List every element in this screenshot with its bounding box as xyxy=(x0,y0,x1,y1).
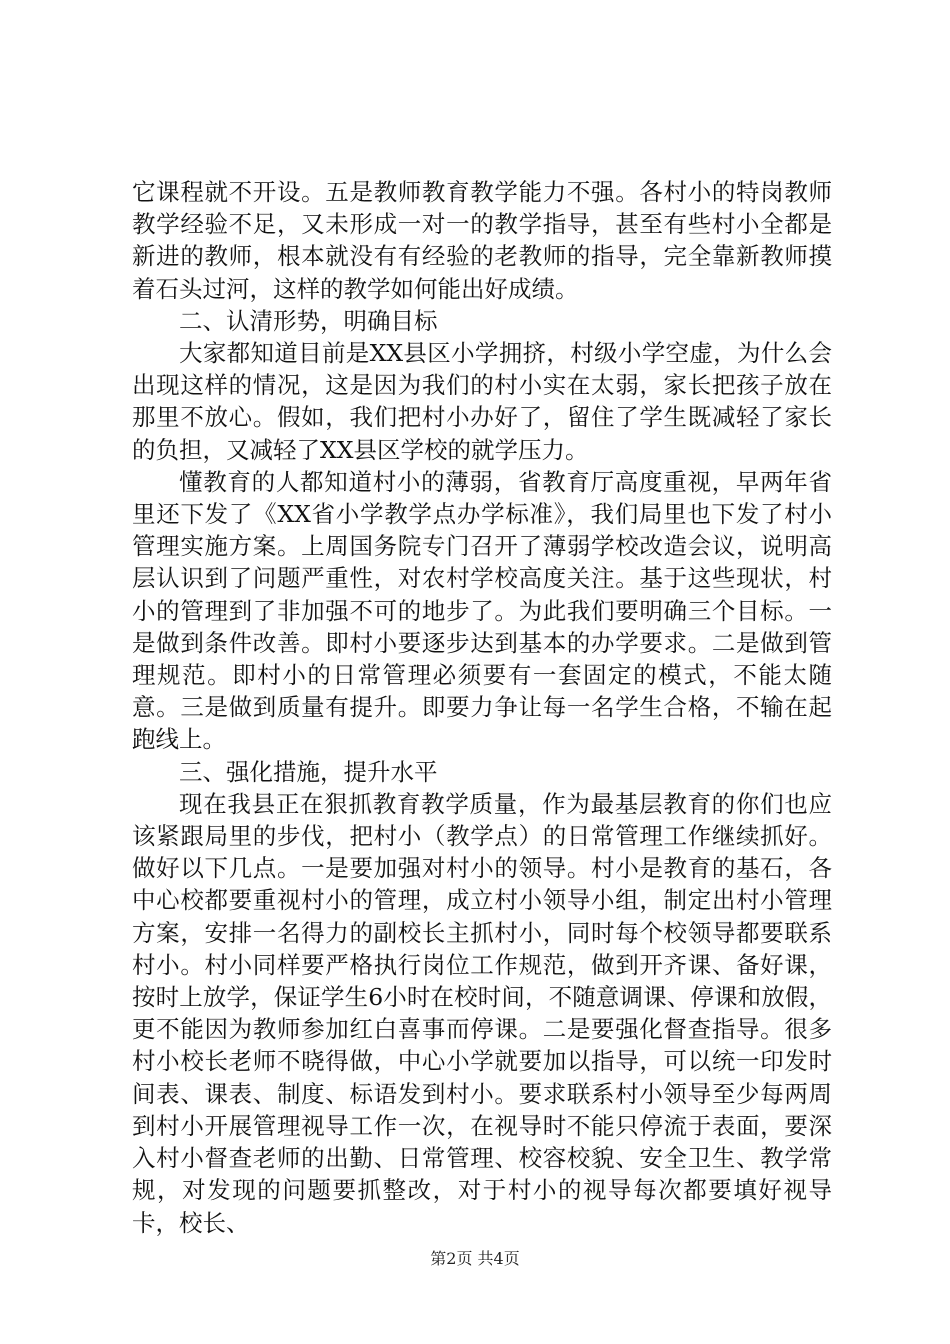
paragraph: 现在我县正在狠抓教育教学质量，作为最基层教育的你们也应该紧跟局里的步伐，把村小（教学点）的日常管理工作继续抓好。做好以下几点。一是要加强对村小的领导。村小是教育的基石，各中心校都要重视村小的管理，成立村小领导小组，制定出村小管理方案，安排一名得力的副校长主抓村小，同时每个校领导都要联系村小。村小同样要严格执行岗位工作规范，做到开齐课、备好课，按时上放学，保证学生6小时在校时间，不随意调课、停课和放假，更不能因为教师参加红白喜事而停课。二是要强化督查指导。很多村小校长老师不晓得做，中心小学就要加以指导，可以统一印发时间表、课表、制度、标语发到村小。要求联系村小领导至少每两周到村小开展管理视导工作一次，在视导时不能只停流于表面，要深入村小督查老师的出勤、日常管理、校容校貌、安全卫生、教学常规，对发现的问题要抓整改，对于村小的视导每次都要填好视导卡，校长、 xyxy=(132,789,832,1237)
section-heading-2: 二、认清形势，明确目标 xyxy=(179,306,438,335)
document-body xyxy=(132,176,832,1239)
paragraph: 大家都知道目前是XX县区小学拥挤，村级小学空虚，为什么会出现这样的情况，这是因为我们的村小实在太弱，家长把孩子放在那里不放心。假如，我们把村小办好了，留住了学生既减轻了家长的负担，又减轻了XX县区学校的就学压力。 xyxy=(132,339,832,464)
page-footer: 第2页 共4页 xyxy=(430,1249,520,1268)
paragraph-continued: 它课程就不开设。五是教师教育教学能力不强。各村小的特岗教师教学经验不足，又未形成一对一的教学指导，甚至有些村小全都是新进的教师，根本就没有有经验的老教师的指导，完全靠新教师摸着石头过河，这样的教学如何能出好成绩。 xyxy=(132,178,832,303)
paragraph: 懂教育的人都知道村小的薄弱，省教育厅高度重视，早两年省里还下发了《XX省小学教学点办学标准》，我们局里也下发了村小管理实施方案。上周国务院专门召开了薄弱学校改造会议，说明高层认识到了问题严重性，对农村学校高度关注。基于这些现状，村小的管理到了非加强不可的地步了。为此我们要明确三个目标。一是做到条件改善。即村小要逐步达到基本的办学要求。二是做到管理规范。即村小的日常管理必须要有一套固定的模式，不能太随意。三是做到质量有提升。即要力争让每一名学生合格，不输在起跑线上。 xyxy=(132,467,832,754)
section-heading-3: 三、强化措施，提升水平 xyxy=(179,757,438,786)
